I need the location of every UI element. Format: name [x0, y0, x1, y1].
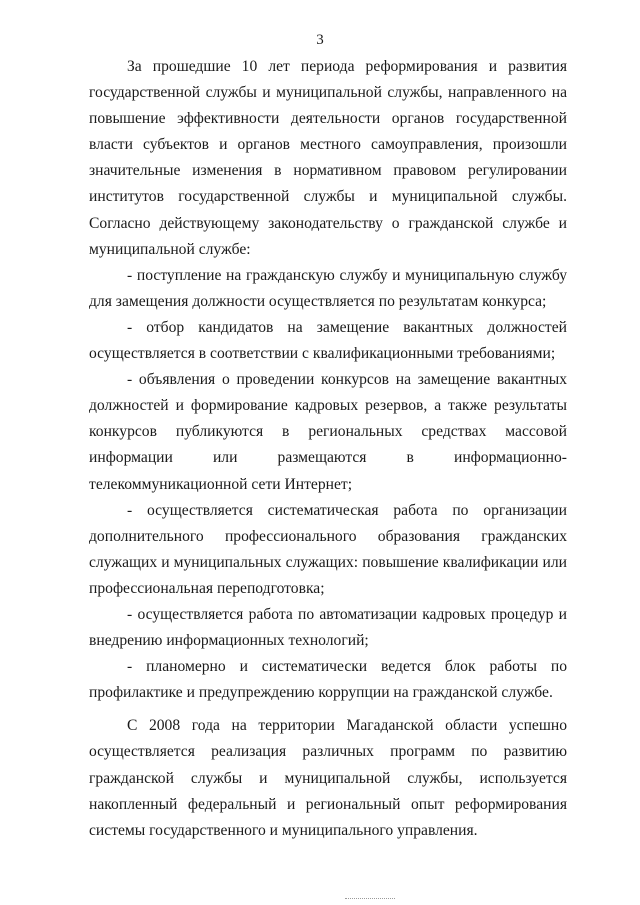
list-item-announcements: - объявления о проведении конкурсов на замещение вакантных должностей и формирование кадровых резервов, а также результаты конкурсов публикуются в региональных средствах массовой информации или размещаются в информационно-телекоммуникационной сети Интернет;	[89, 371, 567, 493]
scan-artifact-mark	[345, 898, 395, 900]
list-item-competition: - поступление на гражданскую службу и муниципальную службу для замещения должности осуществляется по результатам конкурса;	[89, 266, 567, 310]
document-body	[89, 54, 567, 844]
list-item-education: - осуществляется систематическая работа по организации дополнительного профессионального образования гражданских служащих и муниципальных служащих: повышение квалификации или профессиональная переподготовка;	[89, 501, 567, 597]
paragraph-intro: За прошедшие 10 лет периода реформирования и развития государственной службы и муниципальной службы, направленного на повышение эффективности деятельности органов государственной власти субъектов и органов местного самоуправления, произошли значительные изменения в нормативном правовом регулировании институтов государственной службы и муниципальной службы. Согласно действующему законодательству о гражданской службе и муниципальной службе:	[89, 58, 567, 258]
page-number: 3	[316, 32, 324, 48]
list-item-automation: - осуществляется работа по автоматизации кадровых процедур и внедрению информационных технологий;	[89, 605, 567, 650]
list-item-anticorruption: - планомерно и систематически ведется блок работы по профилактике и предупреждению коррупции на гражданской службе.	[89, 658, 567, 702]
paragraph-since-2008: С 2008 года на территории Магаданской области успешно осуществляется реализация различных программ по развитию гражданской службы и муниципальной службы, используется накопленный федеральный и региональный опыт реформирования системы государственного и муниципального управления.	[89, 717, 567, 839]
list-item-candidate-selection: - отбор кандидатов на замещение вакантных должностей осуществляется в соответствии с квалификационными требованиями;	[89, 318, 567, 363]
